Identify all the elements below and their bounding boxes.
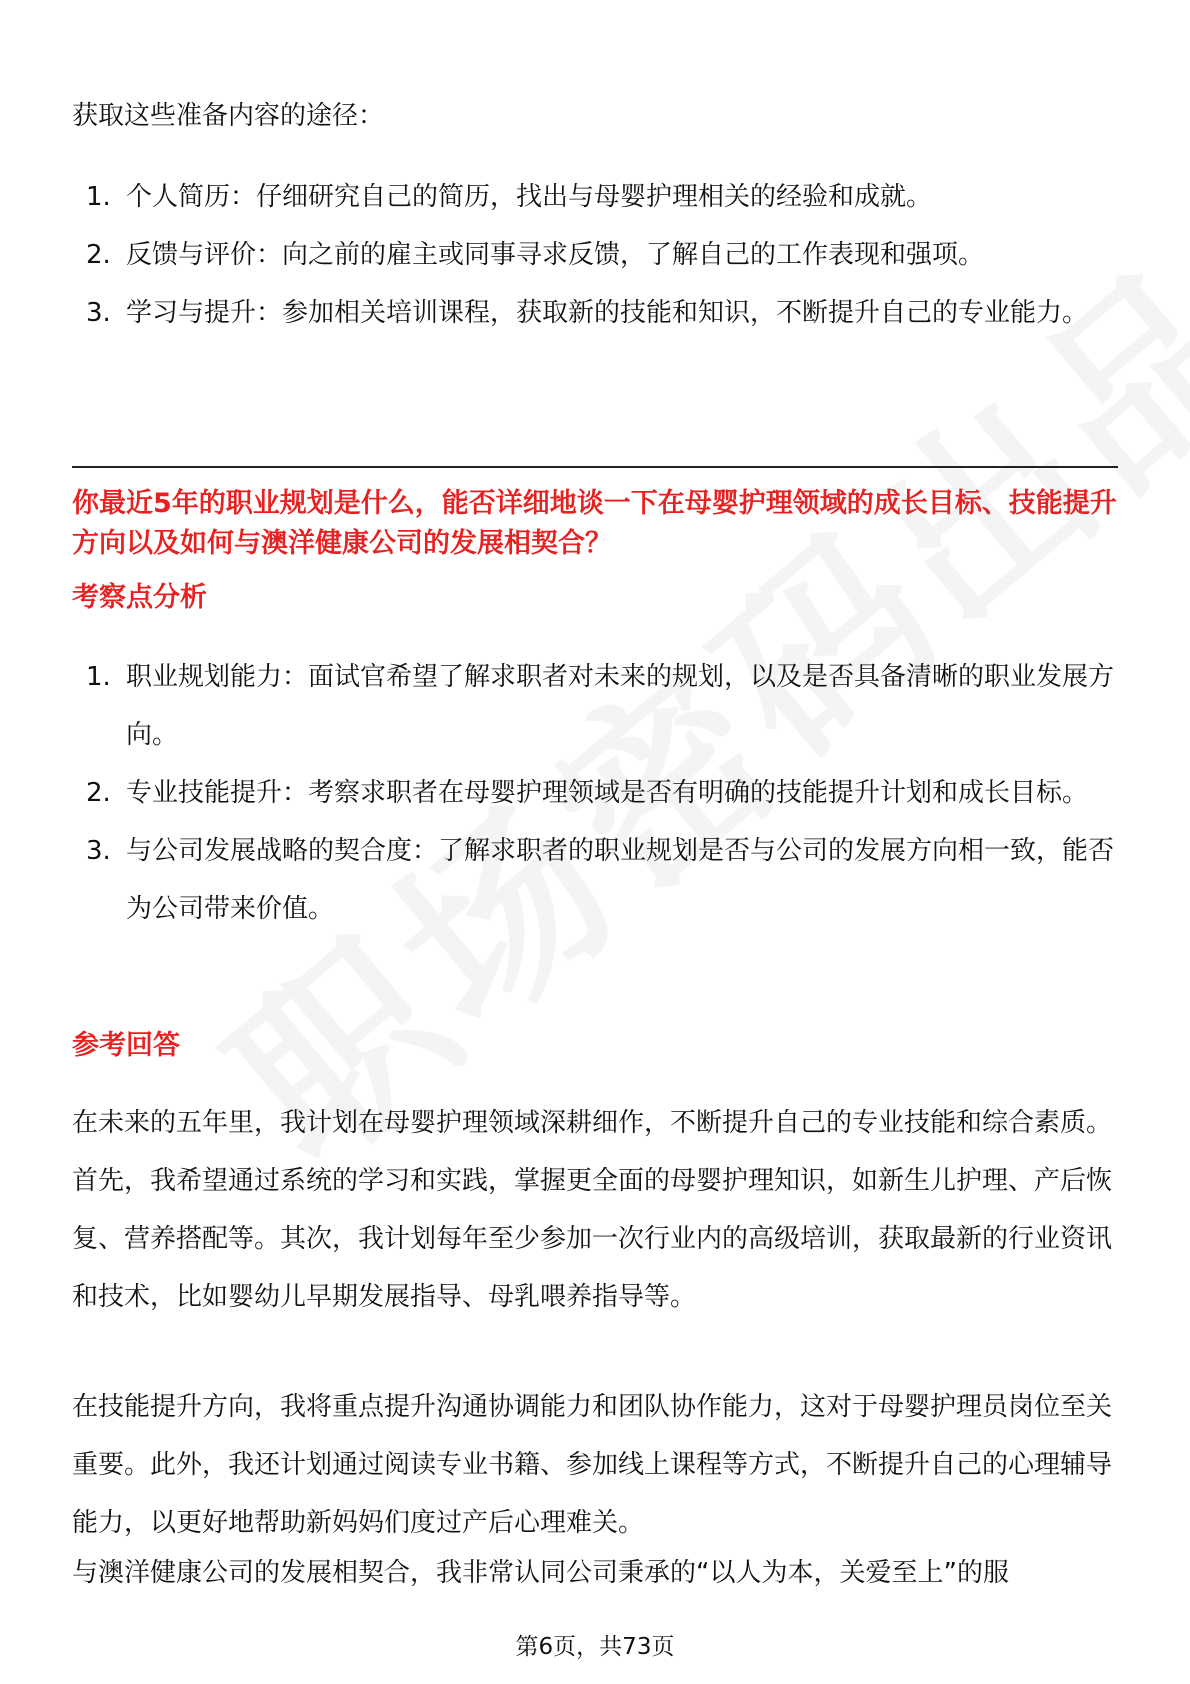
- list-item: 1. 职业规划能力：面试官希望了解求职者对未来的规划，以及是否具备清晰的职业发展方向。: [86, 662, 1115, 750]
- intro-heading: 获取这些准备内容的途径：: [72, 101, 385, 131]
- answer-paragraph: 与澳洋健康公司的发展相契合，我非常认同公司秉承的“以人为本，关爱至上”的服: [72, 1558, 1009, 1588]
- list-item: 3. 学习与提升：参加相关培训课程，获取新的技能和知识，不断提升自己的专业能力。: [86, 298, 1089, 328]
- page-number: 第6页，共73页: [515, 1634, 675, 1660]
- answer-heading: 参考回答: [72, 1030, 180, 1061]
- interview-question: 你最近5年的职业规划是什么，能否详细地谈一下在母婴护理领域的成长目标、技能提升方向以及如何与澳洋健康公司的发展相契合？: [72, 488, 1117, 559]
- list-item: 2. 反馈与评价：向之前的雇主或同事寻求反馈，了解自己的工作表现和强项。: [86, 240, 985, 270]
- answer-paragraph: 在未来的五年里，我计划在母婴护理领域深耕细作，不断提升自己的专业技能和综合素质。首先，我希望通过系统的学习和实践，掌握更全面的母婴护理知识，如新生儿护理、产后恢复、营养搭配等。其次，我计划每年至少参加一次行业内的高级培训，获取最新的行业资讯和技术，比如婴幼儿早期发展指导、母乳喂养指导等。: [72, 1108, 1113, 1312]
- list-item: 3. 与公司发展战略的契合度：了解求职者的职业规划是否与公司的发展方向相一致，能否为公司带来价值。: [86, 836, 1115, 924]
- document-page: [72, 0, 1118, 1684]
- answer-paragraph: 在技能提升方向，我将重点提升沟通协调能力和团队协作能力，这对于母婴护理员岗位至关重要。此外，我还计划通过阅读专业书籍、参加线上课程等方式，不断提升自己的心理辅导能力，以更好地帮助新妈妈们度过产后心理难关。: [72, 1392, 1113, 1538]
- section-divider: [72, 466, 1118, 468]
- list-item: 1. 个人简历：仔细研究自己的简历，找出与母婴护理相关的经验和成就。: [86, 182, 933, 212]
- analysis-list: [72, 648, 1118, 938]
- analysis-heading: 考察点分析: [72, 582, 207, 613]
- list-item: 2. 专业技能提升：考察求职者在母婴护理领域是否有明确的技能提升计划和成长目标。: [86, 778, 1089, 808]
- prep-list: [72, 168, 1118, 342]
